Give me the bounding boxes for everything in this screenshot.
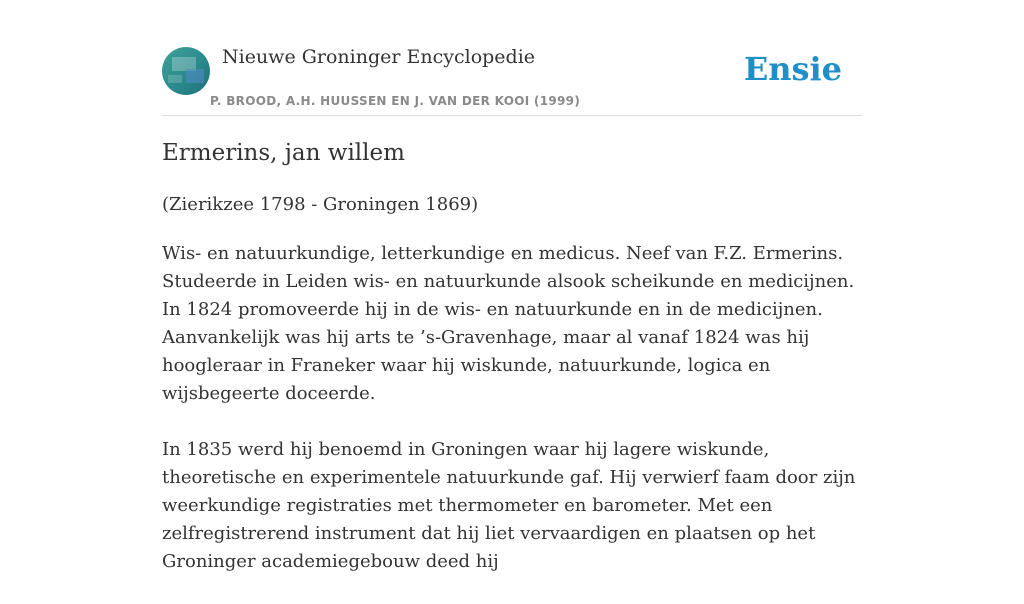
brand-logo[interactable]: Ensie: [743, 50, 842, 88]
entry-title: Ermerins, jan willem: [162, 140, 405, 166]
entry-subtitle: (Zierikzee 1798 - Groningen 1869): [162, 194, 479, 215]
book-title[interactable]: Nieuwe Groninger Encyclopedie: [222, 46, 536, 68]
entry-paragraph: Wis- en natuurkundige, letterkundige en medicus. Neef van F.Z. Ermerins. Studeerde in Leiden wis- en natuurkunde alsook scheikunde en medicijnen. In 1824 promoveerde hij in de wis- en natuurkunde en in de medicijnen. Aanvankelijk was hij arts te ’s-Gravenhage, maar al vanaf 1824 was hij hoogleraar in Franeker waar hij wiskunde, natuurkunde, logica en wijsbegeerte doceerde.: [162, 243, 855, 404]
cover-decoration: [186, 69, 204, 83]
book-authors: P. BROOD, A.H. HUUSSEN EN J. VAN DER KOOI (1999): [210, 94, 581, 108]
entry-body: [162, 240, 862, 604]
book-header: [162, 40, 862, 116]
cover-decoration: [168, 75, 182, 83]
entry-paragraph: In 1835 werd hij benoemd in Groningen waar hij lagere wiskunde, theoretische en experimentele natuurkunde gaf. Hij verwierf faam door zijn weerkundige registraties met thermometer en barometer. Met een zelfregistrerend instrument dat hij liet vervaardigen en plaatsen op het Groninger academiegebouw deed hij: [162, 439, 856, 572]
book-cover-image[interactable]: [162, 47, 210, 95]
